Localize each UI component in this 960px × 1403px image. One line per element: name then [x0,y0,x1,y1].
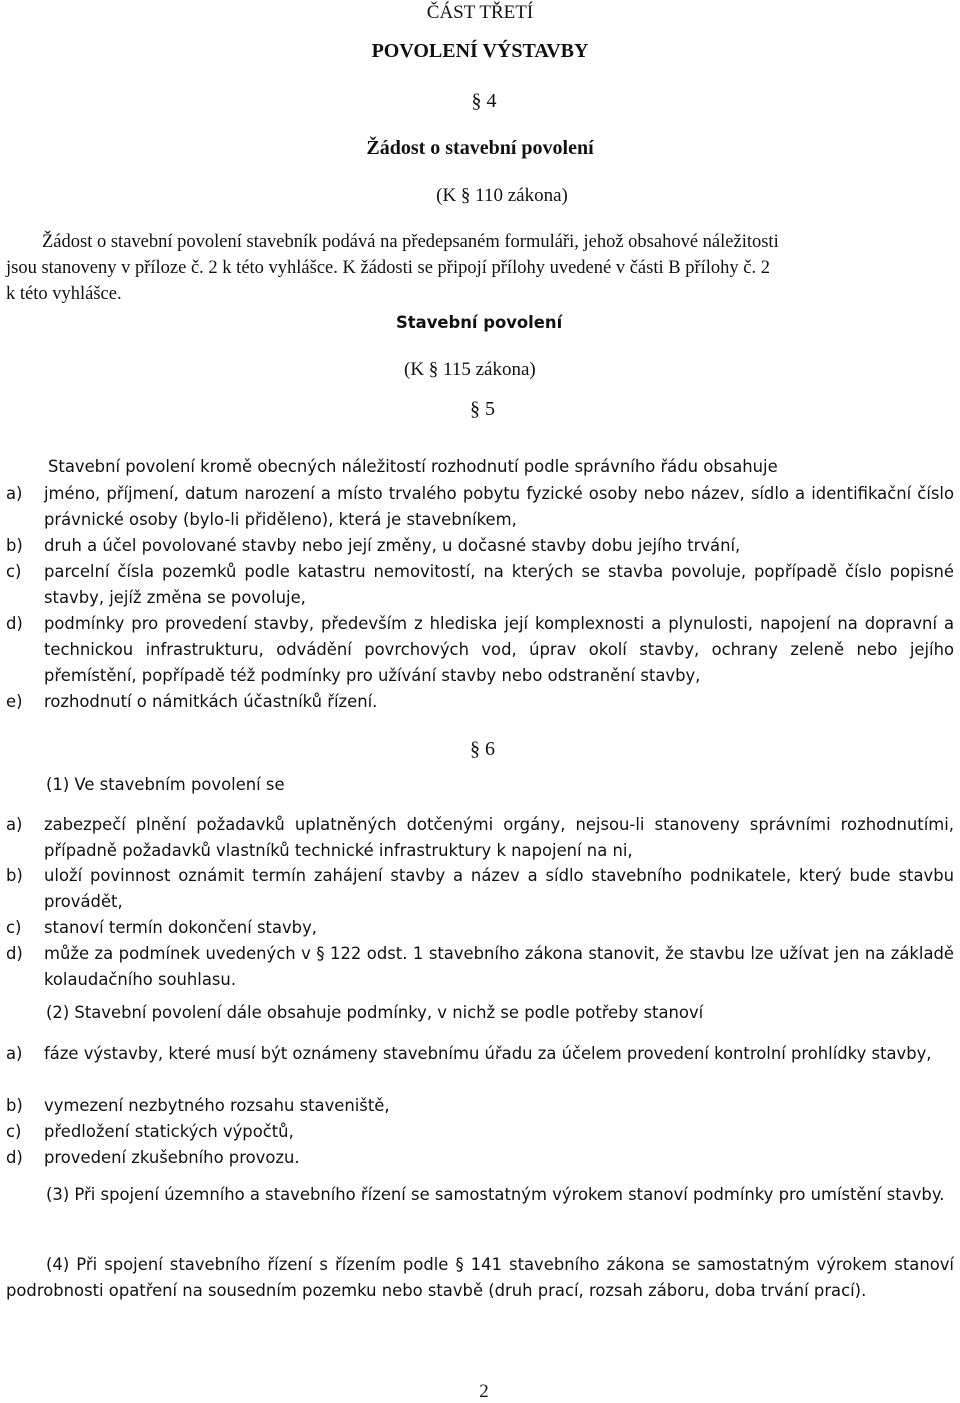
section-5-reference: (K § 115 zákona) [404,359,536,380]
section-4-number: § 4 [471,90,497,112]
section-4-body-line-1: Žádost o stavební povolení stavebník podává na předepsaném formuláři, jehož obsahové náležitosti [42,232,779,252]
section-5-intro: Stavební povolení kromě obecných náležitostí rozhodnutí podle správního řádu obsahuje [48,457,778,476]
section-6-paragraph-2-intro: (2) Stavební povolení dále obsahuje podmínky, v nichž se podle potřeby stanoví [46,1003,704,1022]
section-4-reference: (K § 110 zákona) [436,185,568,206]
list-item [6,812,954,864]
section-5-number: § 5 [470,398,495,420]
list-item-text: vymezení nezbytného rozsahu staveniště, [44,1096,390,1115]
list-item-text: stanoví termín dokončení stavby, [44,918,317,937]
list-item-label: a) [6,815,23,834]
part-title: POVOLENÍ VÝSTAVBY [371,40,589,62]
section-6-paragraph-3: (3) Při spojení územního a stavebního řízení se samostatným výrokem stanoví podmínky pro umístění stavby. [46,1185,945,1204]
list-item-text: provedení zkušebního provozu. [44,1148,300,1167]
list-item-label: d) [6,614,23,633]
list-item [6,611,954,689]
list-item-label: b) [6,866,23,885]
list-item-label: c) [6,562,22,581]
section-6-number: § 6 [470,738,495,760]
list-item-text: rozhodnutí o námitkách účastníků řízení. [44,692,378,711]
list-item [6,689,954,715]
list-item-label: c) [6,918,22,937]
list-item [6,863,954,915]
list-item-text: zabezpečí plnění požadavků uplatněných dotčenými orgány, nejsou-li stanoveny správními rozhodnutími, případně požadavků vlastníků technické infrastruktury k napojení na ni, [44,815,954,860]
list-item [6,1145,954,1171]
list-item-text: uloží povinnost oznámit termín zahájení stavby a název a sídlo stavebního podnikatele, který bude stavbu provádět, [44,866,954,911]
list-item [6,481,954,533]
list-item [6,1093,954,1119]
list-item-text: parcelní čísla pozemků podle katastru nemovitostí, na kterých se stavba povoluje, popřípadě číslo popisné stavby, jejíž změna se povoluje, [44,562,954,607]
list-item [6,559,954,611]
list-item [6,1119,954,1145]
section-4-heading: Žádost o stavební povolení [366,137,594,159]
list-item-text: může za podmínek uvedených v § 122 odst. 1 stavebního zákona stanovit, že stavbu lze užívat jen na základě kolaudačního souhlasu. [44,944,954,989]
list-item [6,915,954,941]
list-item-text: jméno, příjmení, datum narození a místo trvalého pobytu fyzické osoby nebo název, sídlo a identifikační číslo právnické osoby (bylo-li přiděleno), která je stavebníkem, [44,484,954,529]
list-item-label: d) [6,1148,23,1167]
list-item-label: e) [6,692,23,711]
list-item-text: předložení statických výpočtů, [44,1122,294,1141]
list-item [6,941,954,993]
section-6-paragraph-1-intro: (1) Ve stavebním povolení se [46,775,285,794]
list-item-label: a) [6,1044,23,1063]
list-item [6,1041,954,1093]
section-4-body-line-2: jsou stanoveny v příloze č. 2 k této vyhlášce. K žádosti se připojí přílohy uvedené v části B přílohy č. 2 [6,258,770,278]
list-item-label: b) [6,1096,23,1115]
list-item [6,533,954,559]
list-item-text: druh a účel povolované stavby nebo její změny, u dočasné stavby dobu jejího trvání, [44,536,741,555]
section-4-body-line-3: k této vyhlášce. [6,284,122,304]
section-5-heading: Stavební povolení [396,313,563,332]
section-6-paragraph-4: (4) Při spojení stavebního řízení s řízením podle § 141 stavebního zákona se samostatným výrokem stanoví podrobnosti opatření na sousedním pozemku nebo stavbě (druh prací, rozsah záboru, doba trvání prací). [6,1255,954,1300]
part-heading: ČÁST TŘETÍ [426,2,534,23]
list-item-label: c) [6,1122,22,1141]
page-number: 2 [479,1381,489,1402]
list-item-text: podmínky pro provedení stavby, především z hlediska její komplexnosti a plynulosti, napojení na dopravní a technickou infrastrukturu, odvádění povrchových vod, úprav okolí stavby, ochrany zeleně nebo jejího přemístění, popřípadě též podmínky pro užívání stavby nebo odstranění stavby, [44,614,954,685]
list-item-text: fáze výstavby, které musí být oznámeny stavebnímu úřadu za účelem provedení kontrolní prohlídky stavby, [44,1044,932,1063]
list-item-label: d) [6,944,23,963]
list-item-label: b) [6,536,23,555]
list-item-label: a) [6,484,23,503]
